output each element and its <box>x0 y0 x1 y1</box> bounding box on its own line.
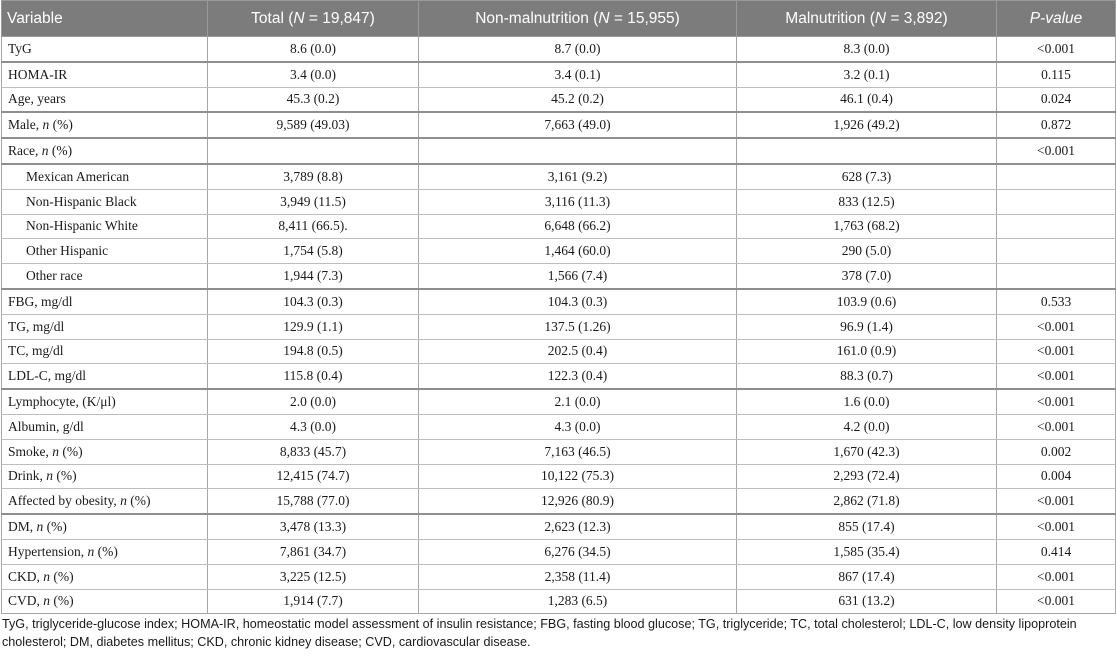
cell-variable: Race, n (%) <box>2 138 208 164</box>
table-row <box>2 87 1116 112</box>
cell-p-value <box>997 239 1116 264</box>
cell-total: 2.0 (0.0) <box>208 389 419 414</box>
table-footnote: TyG, triglyceride-glucose index; HOMA-IR, homeostatic model assessment of insulin resistance; FBG, fasting blood glucose; TG, triglyceride; TC, total cholesterol; LDL-C, low density lipoprotein cholesterol; DM, diabetes mellitus; CKD, chronic kidney disease; CVD, cardiovascular disease. <box>2 617 1077 649</box>
cell-p-value: 0.002 <box>997 439 1116 464</box>
cell-total: 3.4 (0.0) <box>208 62 419 87</box>
header-p-value: P-value <box>997 1 1116 37</box>
cell-non-malnutrition: 45.2 (0.2) <box>419 87 737 112</box>
cell-p-value: <0.001 <box>997 138 1116 164</box>
cell-total: 15,788 (77.0) <box>208 489 419 514</box>
cell-non-malnutrition: 3,116 (11.3) <box>419 189 737 214</box>
cell-non-malnutrition: 3,161 (9.2) <box>419 164 737 189</box>
cell-malnutrition: 1.6 (0.0) <box>737 389 997 414</box>
cell-malnutrition: 161.0 (0.9) <box>737 339 997 364</box>
table-row <box>2 464 1116 489</box>
cell-non-malnutrition <box>419 138 737 164</box>
cell-total: 4.3 (0.0) <box>208 414 419 439</box>
table-row <box>2 564 1116 589</box>
table-row <box>2 489 1116 514</box>
table-row <box>2 37 1116 62</box>
table-row <box>2 414 1116 439</box>
cell-total: 3,478 (13.3) <box>208 514 419 539</box>
cell-total: 129.9 (1.1) <box>208 314 419 339</box>
cell-p-value: 0.533 <box>997 289 1116 314</box>
cell-variable: Smoke, n (%) <box>2 439 208 464</box>
table-row <box>2 239 1116 264</box>
cell-variable: Mexican American <box>2 164 208 189</box>
cell-variable: TC, mg/dl <box>2 339 208 364</box>
cell-variable: LDL-C, mg/dl <box>2 364 208 389</box>
cell-non-malnutrition: 6,276 (34.5) <box>419 539 737 564</box>
cell-non-malnutrition: 2,623 (12.3) <box>419 514 737 539</box>
cell-variable: DM, n (%) <box>2 514 208 539</box>
cell-p-value: <0.001 <box>997 389 1116 414</box>
cell-non-malnutrition: 4.3 (0.0) <box>419 414 737 439</box>
cell-malnutrition: 2,862 (71.8) <box>737 489 997 514</box>
table-row <box>2 589 1116 614</box>
table-row <box>2 138 1116 164</box>
cell-variable: Other race <box>2 264 208 289</box>
cell-p-value <box>997 214 1116 239</box>
cell-malnutrition: 46.1 (0.4) <box>737 87 997 112</box>
cell-total: 1,754 (5.8) <box>208 239 419 264</box>
cell-p-value: <0.001 <box>997 314 1116 339</box>
cell-variable: CKD, n (%) <box>2 564 208 589</box>
cell-non-malnutrition: 7,663 (49.0) <box>419 112 737 138</box>
cell-total: 9,589 (49.03) <box>208 112 419 138</box>
cell-p-value: <0.001 <box>997 414 1116 439</box>
cell-p-value: <0.001 <box>997 589 1116 614</box>
cell-total: 3,949 (11.5) <box>208 189 419 214</box>
cell-total: 1,944 (7.3) <box>208 264 419 289</box>
cell-total: 7,861 (34.7) <box>208 539 419 564</box>
cell-malnutrition <box>737 138 997 164</box>
cell-malnutrition: 1,670 (42.3) <box>737 439 997 464</box>
cell-p-value: <0.001 <box>997 489 1116 514</box>
cell-p-value <box>997 164 1116 189</box>
cell-non-malnutrition: 12,926 (80.9) <box>419 489 737 514</box>
table-row <box>2 314 1116 339</box>
cell-p-value: 0.024 <box>997 87 1116 112</box>
table-row <box>2 389 1116 414</box>
cell-malnutrition: 1,926 (49.2) <box>737 112 997 138</box>
table-row <box>2 539 1116 564</box>
cell-variable: Age, years <box>2 87 208 112</box>
cell-p-value: <0.001 <box>997 339 1116 364</box>
cell-non-malnutrition: 10,122 (75.3) <box>419 464 737 489</box>
table-row <box>2 289 1116 314</box>
cell-malnutrition: 4.2 (0.0) <box>737 414 997 439</box>
cell-non-malnutrition: 1,283 (6.5) <box>419 589 737 614</box>
cell-non-malnutrition: 2,358 (11.4) <box>419 564 737 589</box>
cell-malnutrition: 8.3 (0.0) <box>737 37 997 62</box>
cell-variable: Male, n (%) <box>2 112 208 138</box>
cell-non-malnutrition: 137.5 (1.26) <box>419 314 737 339</box>
cell-variable: Affected by obesity, n (%) <box>2 489 208 514</box>
cell-non-malnutrition: 1,464 (60.0) <box>419 239 737 264</box>
table-row <box>2 514 1116 539</box>
cell-variable: HOMA-IR <box>2 62 208 87</box>
cell-total: 3,225 (12.5) <box>208 564 419 589</box>
cell-malnutrition: 628 (7.3) <box>737 164 997 189</box>
cell-malnutrition: 96.9 (1.4) <box>737 314 997 339</box>
cell-variable: Drink, n (%) <box>2 464 208 489</box>
table-row <box>2 439 1116 464</box>
table-row <box>2 264 1116 289</box>
cell-non-malnutrition: 2.1 (0.0) <box>419 389 737 414</box>
cell-variable: Hypertension, n (%) <box>2 539 208 564</box>
header-malnutrition: Malnutrition (N = 3,892) <box>737 1 997 37</box>
table-row <box>2 189 1116 214</box>
cell-total: 8,833 (45.7) <box>208 439 419 464</box>
cell-malnutrition: 1,585 (35.4) <box>737 539 997 564</box>
cell-total: 104.3 (0.3) <box>208 289 419 314</box>
table-row <box>2 62 1116 87</box>
cell-p-value: 0.115 <box>997 62 1116 87</box>
cell-total: 8.6 (0.0) <box>208 37 419 62</box>
cell-p-value: <0.001 <box>997 364 1116 389</box>
cell-malnutrition: 3.2 (0.1) <box>737 62 997 87</box>
cell-variable: TyG <box>2 37 208 62</box>
cell-variable: FBG, mg/dl <box>2 289 208 314</box>
cell-variable: CVD, n (%) <box>2 589 208 614</box>
baseline-characteristics-table <box>1 0 1116 614</box>
cell-malnutrition: 103.9 (0.6) <box>737 289 997 314</box>
table-row <box>2 364 1116 389</box>
cell-variable: Other Hispanic <box>2 239 208 264</box>
cell-variable: Non-Hispanic Black <box>2 189 208 214</box>
cell-malnutrition: 2,293 (72.4) <box>737 464 997 489</box>
table-row <box>2 164 1116 189</box>
cell-non-malnutrition: 3.4 (0.1) <box>419 62 737 87</box>
cell-p-value <box>997 189 1116 214</box>
cell-variable: Non-Hispanic White <box>2 214 208 239</box>
cell-non-malnutrition: 104.3 (0.3) <box>419 289 737 314</box>
cell-p-value: <0.001 <box>997 37 1116 62</box>
cell-total: 45.3 (0.2) <box>208 87 419 112</box>
cell-non-malnutrition: 8.7 (0.0) <box>419 37 737 62</box>
cell-total: 194.8 (0.5) <box>208 339 419 364</box>
cell-malnutrition: 833 (12.5) <box>737 189 997 214</box>
cell-variable: Albumin, g/dl <box>2 414 208 439</box>
table-header-row <box>2 1 1116 37</box>
table-body <box>2 37 1116 614</box>
cell-malnutrition: 88.3 (0.7) <box>737 364 997 389</box>
cell-variable: TG, mg/dl <box>2 314 208 339</box>
cell-total <box>208 138 419 164</box>
cell-non-malnutrition: 202.5 (0.4) <box>419 339 737 364</box>
cell-p-value: 0.872 <box>997 112 1116 138</box>
cell-non-malnutrition: 6,648 (66.2) <box>419 214 737 239</box>
cell-non-malnutrition: 7,163 (46.5) <box>419 439 737 464</box>
cell-non-malnutrition: 1,566 (7.4) <box>419 264 737 289</box>
cell-malnutrition: 1,763 (68.2) <box>737 214 997 239</box>
header-non-malnutrition: Non-malnutrition (N = 15,955) <box>419 1 737 37</box>
cell-total: 1,914 (7.7) <box>208 589 419 614</box>
cell-malnutrition: 855 (17.4) <box>737 514 997 539</box>
header-total: Total (N = 19,847) <box>208 1 419 37</box>
cell-p-value: 0.004 <box>997 464 1116 489</box>
cell-total: 12,415 (74.7) <box>208 464 419 489</box>
cell-variable: Lymphocyte, (K/μl) <box>2 389 208 414</box>
cell-p-value: 0.414 <box>997 539 1116 564</box>
cell-non-malnutrition: 122.3 (0.4) <box>419 364 737 389</box>
cell-malnutrition: 290 (5.0) <box>737 239 997 264</box>
cell-total: 3,789 (8.8) <box>208 164 419 189</box>
table-row <box>2 214 1116 239</box>
table-row <box>2 112 1116 138</box>
cell-malnutrition: 378 (7.0) <box>737 264 997 289</box>
cell-malnutrition: 631 (13.2) <box>737 589 997 614</box>
cell-total: 8,411 (66.5). <box>208 214 419 239</box>
cell-total: 115.8 (0.4) <box>208 364 419 389</box>
cell-p-value: <0.001 <box>997 514 1116 539</box>
table-row <box>2 339 1116 364</box>
cell-p-value: <0.001 <box>997 564 1116 589</box>
cell-malnutrition: 867 (17.4) <box>737 564 997 589</box>
cell-p-value <box>997 264 1116 289</box>
header-variable: Variable <box>2 1 208 37</box>
